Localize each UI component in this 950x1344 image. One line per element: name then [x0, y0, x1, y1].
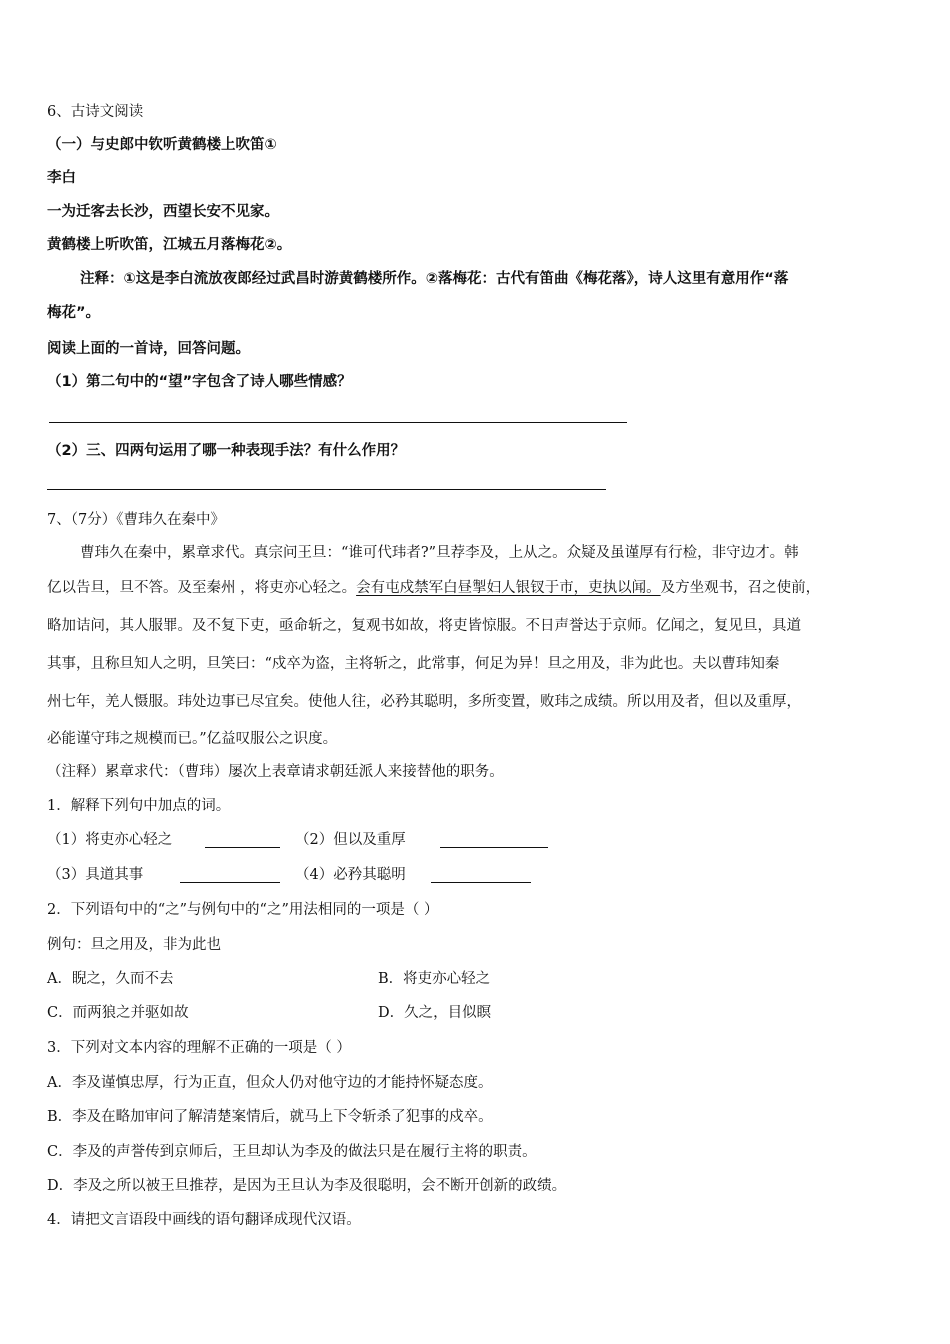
poem-line-2: 黄鹤楼上听吹笛，江城五月落梅花②。: [47, 237, 292, 253]
passage-note: （注释）累章求代：（曹玮）屡次上表章请求朝廷派人来接替他的职务。: [47, 764, 504, 780]
q7-question-1: 1．解释下列句中加点的词。: [47, 798, 231, 814]
poem-line-1: 一为迁客去长沙，西望长安不见家。: [47, 204, 279, 220]
q7-2-option-a: A．睨之，久而不去: [47, 971, 174, 987]
q7-question-2: 2．下列语句中的“之”与例句中的“之”用法相同的一项是（ ）: [47, 902, 439, 918]
answer-blank: [440, 847, 548, 848]
answer-blank: [205, 847, 280, 848]
q7-2-example: 例句：旦之用及，非为此也: [47, 937, 221, 953]
answer-blank: [180, 882, 280, 883]
q7-3-option-b: B．李及在略加审问了解清楚案情后，就马上下令斩杀了犯事的戍卒。: [47, 1109, 493, 1125]
passage-line-3: 略加诘问，其人服罪。及不复下吏，亟命斩之，复观书如故，将吏皆惊服。不日声誉达于京师。亿闻之，复见旦，具道: [47, 618, 801, 634]
passage-line-1: 曹玮久在秦中，累章求代。真宗问王旦：“谁可代玮者?”旦荐李及，上从之。众疑及虽谨厚有行检，非守边才。韩: [80, 545, 799, 561]
q7-heading: 7、（7分）《曹玮久在秦中》: [47, 512, 225, 528]
poem-note-line-2: 梅花”。: [47, 305, 101, 321]
reading-instruction: 阅读上面的一首诗，回答问题。: [47, 341, 250, 357]
q6-sub-question-1: （1）第二句中的“望”字包含了诗人哪些情感？: [47, 374, 352, 390]
passage-text: 及方坐观书，召之使前，: [660, 580, 821, 596]
q7-3-option-d: D．李及之所以被王旦推荐，是因为王旦认为李及很聪明，会不断开创新的政绩。: [47, 1178, 567, 1194]
q7-3-option-a: A．李及谨慎忠厚，行为正直，但众人仍对他守边的才能持怀疑态度。: [47, 1075, 493, 1091]
answer-blank: [431, 882, 531, 883]
poem-author: 李白: [47, 170, 76, 186]
q7-question-4: 4．请把文言语段中画线的语句翻译成现代汉语。: [47, 1212, 361, 1228]
passage-line-2: [47, 578, 820, 598]
answer-line: [49, 422, 627, 423]
q7-1-item-4: （4）必矜其聪明: [295, 867, 406, 883]
q7-1-item-1: （1）将吏亦心轻之: [47, 832, 173, 848]
passage-line-5: 州七年，羌人慑服。玮处边事已尽宜矣。使他人往，必矜其聪明，多所变置，败玮之成绩。所以用及者，但以及重厚，: [47, 694, 801, 710]
q7-question-3: 3．下列对文本内容的理解不正确的一项是（ ）: [47, 1040, 351, 1056]
q6-heading: 6、古诗文阅读: [47, 104, 144, 120]
q7-2-option-c: C．而两狼之并驱如故: [47, 1005, 189, 1021]
answer-line: [47, 489, 606, 490]
q7-2-option-b: B．将吏亦心轻之: [378, 971, 491, 987]
passage-line-4: 其事，且称旦知人之明，旦笑曰：“戍卒为盗，主将斩之，此常事，何足为异！旦之用及，非为此也。夫以曹玮知秦: [47, 656, 780, 672]
poem-note-line-1: 注释：①这是李白流放夜郎经过武昌时游黄鹤楼所作。②落梅花：古代有笛曲《梅花落》，诗人这里有意用作“落: [80, 271, 789, 287]
poem-title: （一）与史郎中钦听黄鹤楼上吹笛①: [47, 137, 277, 153]
q6-sub-question-2: （2）三、四两句运用了哪一种表现手法？有什么作用？: [47, 443, 406, 459]
q7-1-item-3: （3）具道其事: [47, 867, 144, 883]
passage-text: 亿以告旦，旦不答。及至秦州 ，将吏亦心轻之。: [47, 580, 357, 596]
underlined-sentence: 会有屯戍禁军白昼掣妇人银钗于市，吏执以闻。: [356, 580, 661, 596]
q7-2-option-d: D．久之，目似瞑: [378, 1005, 492, 1021]
q7-1-item-2: （2）但以及重厚: [295, 832, 406, 848]
passage-line-6: 必能谨守玮之规模而已。”亿益叹服公之识度。: [47, 731, 338, 747]
q7-3-option-c: C．李及的声誉传到京师后，王旦却认为李及的做法只是在履行主将的职责。: [47, 1144, 537, 1160]
